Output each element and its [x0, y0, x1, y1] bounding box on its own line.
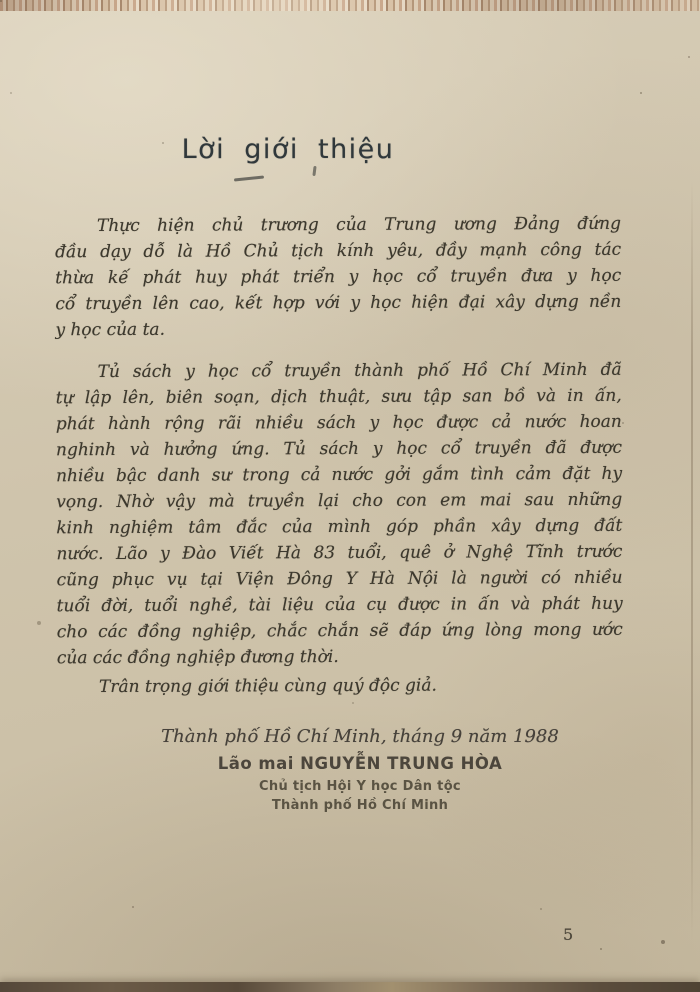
text-line: Tủ sách y học cổ truyền thành phố Hồ Chí Minh đã	[97, 359, 622, 383]
ink-speck	[312, 166, 316, 176]
signature-role-line2: Thành phố Hồ Chí Minh	[271, 798, 449, 813]
page-number: 5	[563, 925, 574, 944]
text-line: y học của ta.	[55, 319, 165, 341]
text-line: của các đồng nghiệp đương thời.	[56, 647, 339, 669]
title-underline-mark	[234, 175, 264, 181]
signature-block	[60, 726, 660, 817]
book-pages-bottom-edge	[0, 982, 700, 992]
body-text	[55, 211, 623, 700]
text-line: cho các đồng nghiệp, chắc chắn sẽ đáp ứng lòng mong ước	[56, 619, 623, 643]
text-line: thừa kế phát huy phát triển y học cổ truyền đưa y học	[55, 265, 622, 289]
text-line: nhiều bậc danh sư trong cả nước gởi gắm tình cảm đặt hy	[56, 463, 623, 487]
signature-name: Lão mai NGUYỄN TRUNG HÒA	[217, 754, 503, 773]
text-line: nước. Lão y Đào Viết Hà 83 tuổi, quê ở Nghệ Tĩnh trước	[56, 541, 623, 565]
paragraph	[56, 357, 623, 671]
paragraph	[55, 211, 622, 343]
signature-role-line1: Chủ tịch Hội Y học Dân tộc	[259, 779, 461, 794]
text-line: cổ truyền lên cao, kết hợp với y học hiện đại xây dựng nền	[55, 291, 622, 315]
paper-specks	[0, 0, 2, 2]
text-line: tự lập lên, biên soạn, dịch thuật, sưu tập san bồ và in ấn,	[55, 385, 622, 409]
text-line: phát hành rộng rãi nhiều sách y học được cả nước hoan	[55, 411, 622, 435]
page-right-edge-shadow	[691, 180, 693, 940]
text-line: nghinh và hưởng ứng. Tủ sách y học cổ truyền đã được	[55, 437, 623, 461]
text-line: kinh nghiệm tâm đắc của mình góp phần xây dựng đất	[56, 515, 623, 539]
page-title: Lời giới thiệu	[181, 134, 395, 165]
text-line: cũng phục vụ tại Viện Đông Y Hà Nội là người có nhiều	[56, 567, 623, 591]
signature-place-date: Thành phố Hồ Chí Minh, tháng 9 năm 1988	[161, 726, 559, 747]
paragraph	[57, 672, 623, 700]
book-pages-top-edge	[0, 0, 700, 11]
text-line: Trân trọng giới thiệu cùng quý độc giả.	[98, 675, 437, 698]
text-line: tuổi đời, tuổi nghề, tài liệu của cụ được in ấn và phát huy	[56, 593, 623, 617]
text-line: Thực hiện chủ trương của Trung ương Đảng đứng	[96, 213, 622, 237]
text-line: đầu dạy dỗ là Hồ Chủ tịch kính yêu, đầy mạnh công tác	[55, 239, 622, 263]
text-line: vọng. Nhờ vậy mà truyền lại cho con em mai sau những	[56, 489, 623, 513]
